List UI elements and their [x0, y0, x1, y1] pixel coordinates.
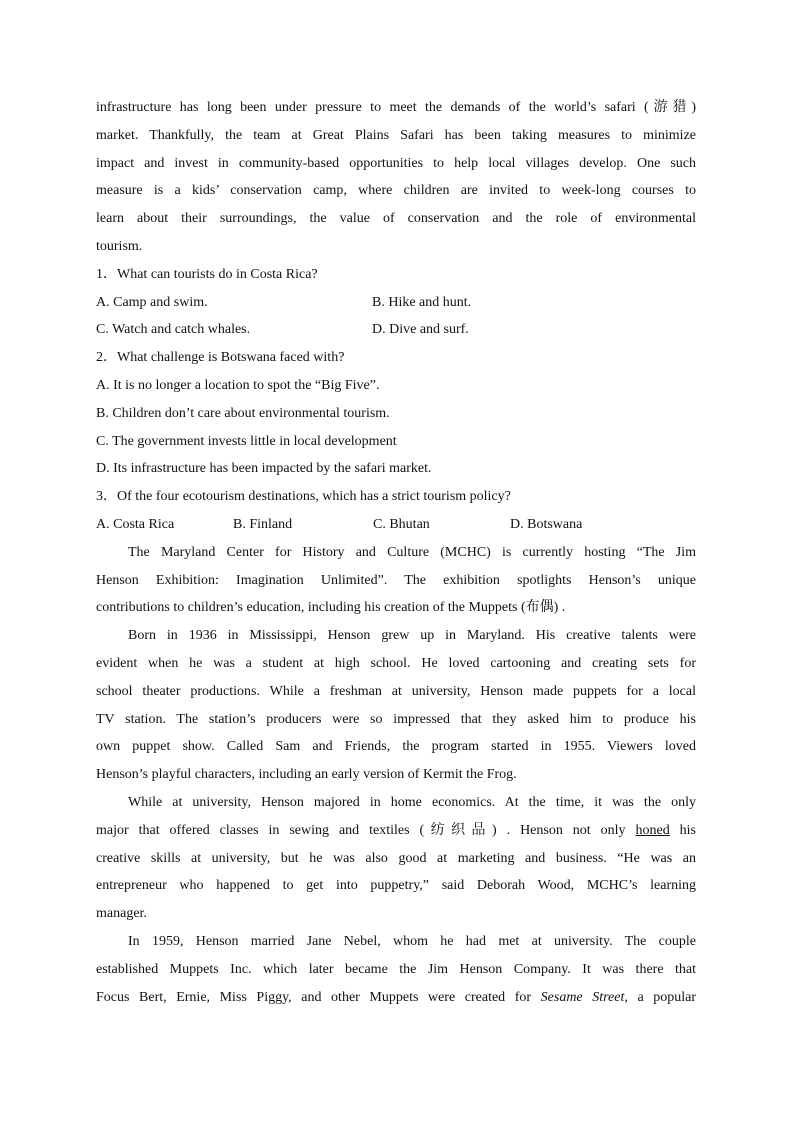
text-line: creative skills at university, but he was also good at marketing and business. “He was an: [96, 850, 696, 866]
question-stem: 3．Of the four ecotourism destinations, which has a strict tourism policy?: [96, 489, 511, 505]
text-line: impact and invest in community-based opportunities to help local villages develop. One such: [96, 155, 696, 171]
option-b: B. Finland: [233, 516, 293, 532]
text-line: Henson Exhibition: Imagination Unlimited”. The exhibition spotlights Henson’s unique: [96, 572, 696, 588]
text-line: In 1959, Henson married Jane Nebel, whom he had met at university. The couple: [128, 933, 696, 949]
option-c: C. The government invests little in local development: [96, 433, 397, 449]
text-line: Henson’s playful characters, including an early version of Kermit the Frog.: [96, 767, 517, 783]
text-line: own puppet show. Called Sam and Friends, the program started in 1955. Viewers loved: [96, 739, 696, 755]
option-row: [96, 316, 696, 344]
text-line: Born in 1936 in Mississippi, Henson grew up in Maryland. His creative talents were: [128, 628, 696, 644]
document-page: [96, 94, 696, 1011]
option-b: B. Hike and hunt.: [372, 294, 472, 310]
option-row: [96, 511, 696, 539]
text-line: infrastructure has long been under pressure to meet the demands of the world’s safari (游猎): [96, 100, 696, 115]
option-c: C. Watch and catch whales.: [96, 322, 251, 338]
option-a: A. It is no longer a location to spot the “Big Five”.: [96, 377, 380, 393]
option-b: B. Children don’t care about environmental tourism.: [96, 405, 390, 421]
italic-title: Sesame Street: [540, 989, 625, 1005]
paragraph-1: [96, 539, 696, 622]
text-line: market. Thankfully, the team at Great Plains Safari has been taking measures to minimize: [96, 127, 696, 143]
question-stem: 1．What can tourists do in Costa Rica?: [96, 266, 318, 282]
option-c: C. Bhutan: [373, 516, 430, 532]
text-segment: major that offered classes in sewing and textiles (纺织品) . Henson not only: [96, 822, 636, 838]
text-line: The Maryland Center for History and Culture (MCHC) is currently hosting “The Jim: [128, 544, 696, 560]
paragraph-2: [96, 622, 696, 789]
passage-2: [96, 539, 696, 1012]
text-line: [96, 984, 696, 1012]
option-a: A. Camp and swim.: [96, 294, 208, 310]
text-segment: , a popular: [624, 989, 696, 1005]
text-line: [96, 817, 696, 845]
question-stem: 2．What challenge is Botswana faced with?: [96, 350, 345, 366]
passage-1: [96, 94, 696, 261]
text-line: school theater productions. While a freshman at university, Henson made puppets for a local: [96, 683, 696, 699]
text-line: While at university, Henson majored in home economics. At the time, it was the only: [128, 794, 696, 810]
option-d: D. Botswana: [510, 516, 583, 532]
option-row: [96, 289, 696, 317]
underlined-word: honed: [635, 822, 670, 838]
text-line: tourism.: [96, 238, 143, 254]
question-2: [96, 344, 696, 483]
paragraph-3: [96, 789, 696, 928]
text-line: manager.: [96, 906, 147, 922]
question-1: [96, 261, 696, 344]
text-line: learn about their surroundings, the value of conservation and the role of environmental: [96, 211, 696, 227]
text-line: contributions to children’s education, including his creation of the Muppets (布偶) .: [96, 600, 566, 616]
text-line: established Muppets Inc. which later became the Jim Henson Company. It was there that: [96, 961, 696, 977]
option-d: D. Dive and surf.: [372, 322, 469, 338]
option-a: A. Costa Rica: [96, 516, 175, 532]
text-segment: Focus Bert, Ernie, Miss Piggy, and other Muppets were created for: [96, 989, 541, 1005]
text-line: TV station. The station’s producers were so impressed that they asked him to produce his: [96, 711, 696, 727]
text-line: evident when he was a student at high school. He loved cartooning and creating sets for: [96, 655, 696, 671]
text-line: entrepreneur who happened to get into puppetry,” said Deborah Wood, MCHC’s learning: [96, 878, 696, 894]
paragraph-4: [96, 928, 696, 1011]
text-segment: his: [669, 822, 696, 838]
question-3: [96, 483, 696, 539]
text-line: measure is a kids’ conservation camp, where children are invited to week-long courses to: [96, 183, 696, 199]
option-d: D. Its infrastructure has been impacted by the safari market.: [96, 461, 432, 477]
